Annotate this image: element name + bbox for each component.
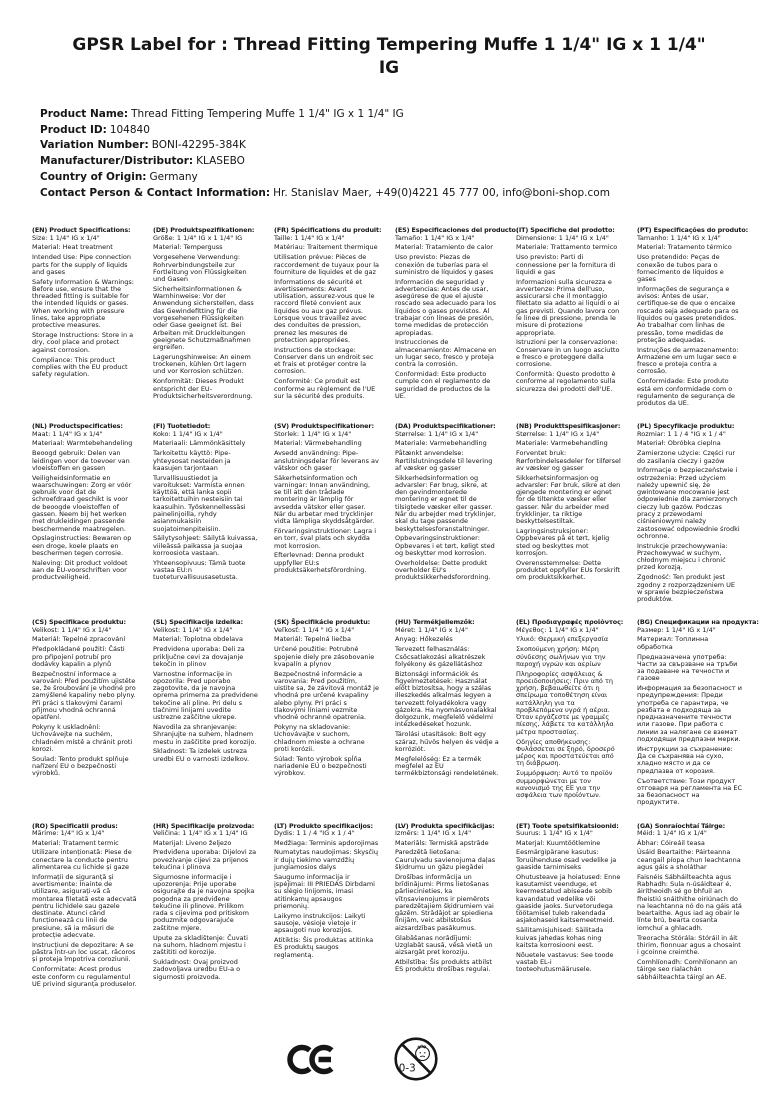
spec-paragraph: Utilizare intenționată: Piese de conectare la conducte pentru alimentarea cu lichide și gaze (32, 848, 132, 872)
spec-paragraph: Opslaginstructies: Bewaren op een droge, koele plaats en beschermen tegen corrosie. (32, 534, 132, 557)
spec-paragraph: Dydis: 1 1 / 4 "IG x 1 / 4" (274, 828, 355, 837)
spec-block-it (516, 227, 621, 392)
spec-paragraph: Conformitate: Acest produs este conform cu regulamentul UE privind siguranța produselor. (32, 965, 137, 988)
spec-paragraph: Съответствие: Този продукт отговаря на регламента на ЕС за безопасност на продуктите. (637, 776, 742, 807)
spec-paragraph: Инструкции за съхранение: Да се съхранява на сухо, хладно място и да се предпазва от корозия. (637, 744, 733, 775)
spec-paragraph: Οδηγίες αποθήκευσης: Φυλάσσεται σε ξηρό, δροσερό μέρος και προστατεύεται από τη διάβρωση. (516, 737, 615, 768)
product-info-row (40, 123, 738, 139)
spec-block-lv (395, 823, 500, 974)
spec-block-ga (637, 823, 742, 981)
spec-paragraph: Treoracha Stórála: Stóráil in áit thirim, fionnuar agus a chosaint i gcoinne creimthe. (637, 933, 741, 957)
product-info-row (40, 170, 738, 186)
spec-paragraph: Yhteensopivuus: Tämä tuote vastaa EU:n tuoteturvallisuusasetusta. (153, 558, 246, 582)
spec-paragraph: Ohutusteave ja hoiatused: Enne kasutamist veenduge, et keermestatud abiseade sobib kavandatud vedelike või gaaside jaoks. Survetorudega töötamisel tuleb rakendada asjakohaseid kaitsemeetmeid. (516, 872, 621, 925)
spec-paragraph: Πληροφορίες ασφάλειας & προειδοποιήσεις: Πριν από τη χρήση, βεβαιωθείτε ότι η σπείρωμα τοποθέτηση είναι κατάλληλη για τα προβλεπόμενα υγρά ή αέρια. Όταν εργάζεστε με γραμμές πίεσης, λάβετε τα κατάλληλα μέτρα προστασίας. (516, 669, 614, 736)
spec-paragraph: Predvidena uporaba: Deli za priključne cevi za dovajanje tekočin in plinov (153, 645, 245, 668)
spec-block-heading: (EN) Product Specifications: (32, 226, 131, 235)
product-info (40, 107, 738, 202)
spec-paragraph: Storlek: 1 1/4" IG x 1/4" (274, 429, 352, 438)
spec-paragraph: Størrelse: 1 1/4" IG x 1/4" (395, 429, 479, 438)
spec-paragraph: Naleving: Dit product voldoet aan de EU-voorschriften voor productveiligheid. (32, 558, 128, 582)
spec-block-heading: (GA) Sonraíochtaí Táirge: (637, 821, 726, 830)
spec-paragraph: Μέγεθος: 1 1/4" IG x 1/4" (516, 625, 599, 634)
spec-paragraph: Material: Tratament termic (32, 838, 119, 847)
spec-paragraph: Предназначена употреба: Части за свързване на тръби за подаване на течности и газове (637, 652, 738, 683)
spec-block-heading: (SK) Špecifikácie produktu: (274, 618, 371, 627)
spec-block-heading: (SL) Specifikacije izdelka: (153, 618, 243, 627)
spec-paragraph: Avsedd användning: Pipe-anslutningsdelar för leverans av vätskor och gaser (274, 449, 379, 472)
spec-block-hr (153, 823, 258, 981)
spec-paragraph: Instructions de stockage: Conserver dans un endroit sec et frais et protéger contre la corrosion. (274, 345, 374, 376)
spec-paragraph: Velikost: 1 1/4" IG x 1/4" (32, 625, 112, 634)
spec-paragraph: Materiaal: Warmtebehandeling (32, 439, 133, 448)
product-info-row (40, 138, 738, 154)
spec-paragraph: Υλικό: Θερμική επεξεργασία (516, 635, 609, 644)
spec-paragraph: Súlad: Tento výrobok spĺňa nariadenie EÚ o bezpečnosti výrobkov. (274, 754, 367, 778)
spec-paragraph: Συμμόρφωση: Αυτό το προϊόν συμμορφώνεται με τον κανονισμό της ΕΕ για την ασφάλεια των προϊόντων. (516, 769, 613, 800)
footer-symbols (287, 1036, 439, 1082)
spec-paragraph: Overensstemmelse: Dette produktet oppfyller EUs forskrift om produktsikkerhet. (516, 558, 621, 582)
spec-paragraph: Suurus: 1 1/4" IG x 1/4" (516, 828, 593, 837)
spec-paragraph: Информация за безопасност и предупреждения: Преди употреба се гарантира, че резбата е подходяща за предназначените течности или газове. При работа с линии за налягане се вземат подходящи предпазни мерки. (637, 684, 742, 744)
spec-paragraph: Sigurnosne informacije i upozorenja: Prije uporabe osigurajte da je navojna spojka pogodna za predviđene tekućine ili plinove. Prilikom rada s cijevima pod pritiskom poduzmite odgovarajuće zaštitne mjere. (153, 872, 255, 932)
spec-paragraph: Información de seguridad y advertencias: Antes de usar, asegúrese de que el ajuste roscado sea adecuado para los líquidos o gases previstos. Al trabajar con líneas de presión, tome medidas de protección apropiadas. (395, 277, 497, 337)
spec-block-cs (32, 619, 137, 777)
spec-block-heading: (HU) Termékjellemzők: (395, 618, 475, 627)
spec-paragraph: Bezpečnostné informácie a varovania: Pred použitím, uistite sa, že závitová montáž je vhodná pre určené kvapaliny alebo plyny. Pri práci s tlakovými líniami vezmite vhodné ochranné opatrenia. (274, 669, 379, 722)
spec-paragraph: Materiāls: Termiskā apstrāde (395, 838, 489, 847)
spec-paragraph: Paredzētā lietošana: Cauruļvadu savienojuma daļas šķidrumu un gāzu piegādei (395, 848, 496, 872)
spec-paragraph: Materiale: Trattamento termico (516, 243, 618, 252)
spec-paragraph: Nõuetele vastavus: See toode vastab EL-i tooteohutusmäärusele. (516, 950, 614, 974)
product-info-label: Product ID: (40, 123, 107, 136)
spec-block-el (516, 618, 624, 800)
product-info-value: BONI-42295-384K (151, 139, 246, 152)
spec-block-heading: (NB) Produkttspesifikasjoner: (516, 422, 621, 431)
spec-paragraph: Instrucciones de almacenamiento: Almacene en un lugar seco, fresco y proteja contra la corrosión. (395, 338, 497, 369)
spec-paragraph: Informações de segurança e avisos: Antes de usar, certifique-se de que o encaixe roscado seja adequado para os líquidos ou gases pretendidos. Ao trabalhar com linhas de pressão, tome medidas de proteção adequadas. (637, 284, 739, 344)
spec-paragraph: Megfelelőség: Ez a termék megfelel az EU termékbiztonsági rendeletének. (395, 754, 499, 778)
spec-block-heading: (FR) Spécifications du produit: (274, 226, 382, 235)
spec-paragraph: Atbilstība: Šis produkts atbilst ES produktu drošības regulai. (395, 957, 492, 974)
spec-paragraph: Určené použitie: Potrubné spojenie diely pre zásobovanie kvapalín a plynov (274, 645, 375, 668)
spec-paragraph: Opbevaringsinstruktioner: Opbevares i et tørt, køligt sted og beskytter mod korrosion. (395, 534, 495, 557)
spec-block-heading: (HR) Specifikacije proizvoda: (153, 821, 255, 830)
spec-block-da (395, 423, 500, 581)
spec-paragraph: Faisnéis Sábháilteachta agus Rabhadh: Sula n-úsáidtear é, áirítheoidh sé go bhfuil an fheistiú snáithithe oiriúnach do na leachtanna nó do na gáis atá beartaithe. Agus iad ag obair le línte brú, bearta cosanta iomchuí a ghlacadh. (637, 872, 742, 932)
spec-paragraph: Koko: 1 1/4" IG x 1/4" (153, 429, 223, 438)
spec-paragraph: Beoogd gebruik: Delen van leidingen voor de toevoer van vloeistoffen en gassen (32, 449, 130, 472)
spec-paragraph: Rozmiar: 1 1 / 4 "IG x 1 / 4" (637, 429, 726, 438)
spec-block-heading: (NL) Productspecificaties: (32, 422, 123, 431)
spec-paragraph: Instrukcje przechowywania: Przechowywać w suchym, chłodnym miejscu i chronić przed korozją. (637, 541, 728, 572)
spec-grid (32, 227, 758, 988)
spec-block-heading: (SV) Produktspecifikationer: (274, 422, 374, 431)
spec-paragraph: Materiál: Tepelná liečba (274, 635, 351, 644)
spec-paragraph: Material: Heat treatment (32, 243, 113, 252)
product-info-value: Hr. Stanislav Maer, +49(0)4221 45 777 00, info@boni-shop.com (273, 186, 610, 199)
spec-paragraph: Atitiktis: Šis produktas atitinka ES produktų saugos reglamentą. (274, 936, 374, 959)
spec-paragraph: Saugumo informacija ir įspėjimai: III PRIEDAS Dirbdami su slėgio linijomis, imasi atitinkamų apsaugos priemonių. (274, 872, 375, 910)
spec-paragraph: Istruzioni per la conservazione: Conservare in un luogo asciutto e fresco e proteggere dalla corrosione. (516, 338, 620, 369)
spec-paragraph: Sikkerhedsinformation og advarsler: Før brug, sikre, at den gevindmonterede montering er egnet til de tilsigtede væsker eller gasser. Når du arbejder med tryklinjer, skal du tage passende beskyttelsesforanstaltninger. (395, 473, 496, 533)
product-info-label: Contact Person & Contact Information: (40, 186, 271, 199)
spec-block-hu (395, 619, 500, 777)
spec-paragraph: Soulad: Tento produkt splňuje nařízení EU o bezpečnosti výrobků. (32, 754, 129, 778)
spec-paragraph: Skladnost: Ta izdelek ustreza uredbi EU o varnosti izdelkov. (153, 747, 250, 763)
spec-paragraph: Comhlíonadh: Comhlíonann an táirge seo rialachán sábháilteachta táirgí an AE. (637, 957, 738, 981)
spec-paragraph: Lagringsinstruksjoner: Oppbevares på et tørt, kjølig sted og beskyttes mot korrosjon. (516, 527, 610, 557)
spec-paragraph: Informacje o bezpieczeństwie i ostrzeżenia: Przed użyciem należy upewnić się, że gwintowane mocowanie jest odpowiednie dla zamierzonych cieczy lub gazów. Podczas pracy z przewodami ciśnieniowymi należy zastosować odpowiednie środki ochronne. (637, 466, 740, 540)
age-warning-label: 0-3 (398, 1062, 416, 1075)
spec-block-heading: (EL) Προδιαγραφές προϊόντος: (516, 618, 624, 627)
spec-block-heading: (RO) Specificatii produs: (32, 821, 118, 830)
spec-paragraph: Conformité: Ce produit est conforme au règlement de l'UE sur la sécurité des produits. (274, 377, 376, 400)
spec-paragraph: Mărime: 1/4" IG x 1/4" (32, 828, 105, 837)
spec-paragraph: Utilisation prévue: Pièces de raccordement de tuyaux pour la fourniture de liquides et de gaz (274, 253, 379, 276)
spec-block-heading: (CS) Specifikace produktu: (32, 618, 126, 627)
spec-paragraph: Matériau: Traitement thermique (274, 243, 378, 252)
spec-paragraph: Materiał: Obróbka cieplna (637, 439, 721, 448)
spec-paragraph: Veiligheidsinformatie en waarschuwingen: Zorg er vóór gebruik voor dat de schroefdraad geschikt is voor de beoogde vloeistoffen of gassen. Neem bij het werken met drukleidingen passende beschermende maatregelen. (32, 473, 132, 533)
spec-block-es (395, 226, 519, 400)
spec-paragraph: Tarkoitettu käyttö: Pipe-yhteysosat nesteiden ja kaasujen tarjontaan (153, 449, 231, 472)
spec-paragraph: Laikymo instrukcijos: Laikyti sausoje, vėsioje vietoje ir apsaugoti nuo korozijos. (274, 911, 366, 935)
spec-paragraph: Informații de siguranță și avertismente: Înainte de utilizare, asigurați-vă că montarea filetată este adecvată pentru lichidele sau gazele destinate. Atunci când funcționează cu linii de presiune, să ia măsuri de protecție adecvate. (32, 872, 137, 939)
spec-paragraph: Méret: 1 1/4" IG x 1/4" (395, 625, 469, 634)
spec-block-heading: (LT) Produkto specifikacijos: (274, 821, 373, 830)
spec-paragraph: Pokyny k uskladnění: Uchovávejte na suchém, chladném místě a chránit proti korozi. (32, 723, 133, 753)
spec-block-nb (516, 423, 621, 581)
spec-paragraph: Turvallisuustiedot ja varoitukset: Varmista ennen käyttöä, että lanka sopii tarkoitettuihin nesteisiin tai kaasuihin. Työskennellessäsi painelinjoilla, ryhdy asianmukaisiin suojatoimenpiteisiin. (153, 473, 246, 533)
spec-paragraph: Instruções de armazenamento: Armazene em um lugar seco e fresco e proteja contra a corrosão. (637, 345, 739, 376)
spec-paragraph: Material: Tratamiento de calor (395, 243, 493, 252)
spec-block-ro (32, 823, 137, 988)
spec-block-sk (274, 619, 379, 777)
spec-paragraph: Materijal: Liveno željezo (153, 838, 232, 847)
spec-paragraph: Safety Information & Warnings: Before use, ensure that the threaded fitting is suitable for the intended liquids or gases. When working with pressure lines, take appropriate protective measures. (32, 277, 134, 330)
spec-paragraph: Pokyny na skladovanie: Uchovávajte v suchom, chladnom mieste a ochrane proti korózii. (274, 723, 365, 753)
spec-paragraph: Overholdelse: Dette produkt overholder EU's produktsikkerhedsforordning. (395, 558, 491, 582)
product-info-label: Country of Origin: (40, 170, 147, 183)
spec-paragraph: Sicherheitsinformationen & Warnhinweise: Vor der Anwendung sicherstellen, dass das Gewindefitting für die vorgesehenen Flüssigkeiten oder Gase geeignet ist. Bei Arbeiten mit Druckleitungen geeignete Schutzmaßnahmen ergreifen. (153, 284, 254, 352)
product-info-row (40, 154, 738, 170)
spec-paragraph: Size: 1 1/4" IG x 1/4" (32, 233, 100, 242)
spec-paragraph: Materjal: Kuumtöötlemine (516, 838, 601, 847)
spec-paragraph: Zgodność: Ten produkt jest zgodny z rozporządzeniem UE w sprawie bezpieczeństwa produktów. (637, 573, 735, 604)
spec-paragraph: Forventet bruk: Rørforbindelsesdeler for tilførsel av væsker og gasser (516, 449, 621, 472)
spec-paragraph: Tamanho: 1 1/4" IG x 1/4" (637, 233, 721, 242)
spec-paragraph: Material: Temperguss (153, 243, 223, 252)
age-warning-0-3-icon (393, 1036, 439, 1082)
spec-block-pt (637, 226, 749, 408)
product-info-label: Manufacturer/Distributor: (40, 155, 194, 168)
spec-paragraph: Uso previsto: Parti di connessione per la fornitura di liquidi e gas (516, 253, 616, 276)
spec-paragraph: Tamaño: 1 1/4" IG x 1/4" (395, 233, 475, 242)
spec-block-et (516, 823, 621, 974)
spec-paragraph: Uso pretendido: Peças de conexão de tubos para o fornecimento de líquidos e gases (637, 253, 724, 284)
spec-paragraph: Bezpečnostní informace a varování: Před použitím ujistěte se, že šroubování je vhodné pro zamýšlené kapaliny nebo plyny. Při práci s tlakovými čarami přijmou vhodná ochranná opatření. (32, 669, 136, 722)
spec-paragraph: Vorgesehene Verwendung: Rohrverbindungsteile zur Fortleitung von Flüssigkeiten und Gasen (153, 253, 247, 284)
spec-block-pl (637, 423, 742, 603)
spec-paragraph: Påtænkt anvendelse: Rørtilslutningsdele til levering af væsker og gasser (395, 449, 493, 472)
page-title: GPSR Label for : Thread Fitting Tempering Muffe 1 1/4" IG x 1 1/4" IG (72, 35, 706, 78)
spec-paragraph: Velikost: 1 1/4" IG x 1/4" (153, 625, 233, 634)
spec-block-lt (274, 823, 379, 959)
spec-paragraph: Informations de sécurité et avertissements: Avant utilisation, assurez-vous que le raccord fileté convient aux liquides ou aux gaz prévus. Lorsque vous travaillez avec des conduites de pression, prenez les mesures de protection appropriées. (274, 277, 375, 344)
spec-paragraph: Izmērs: 1 1/4" IG x 1/4" (395, 828, 472, 837)
spec-paragraph: Taille: 1 1/4" IG x 1/4" (274, 233, 345, 242)
spec-block-heading: (PL) Specyfikacje produktu: (637, 422, 735, 431)
spec-paragraph: Material: Toplotna obdelava (153, 635, 243, 644)
spec-block-sl (153, 619, 258, 763)
spec-paragraph: Informazioni sulla sicurezza e avvertenze: Prima dell'uso, assicurarsi che il montaggio filettato sia adatto ai liquidi o ai gas previsti. Quando lavora con le linee di pressione, prenda le misure di protezione appropriate. (516, 277, 620, 337)
spec-paragraph: Konformität: Dieses Produkt entspricht der EU-Produktsicherheitsverordnung. (153, 377, 253, 400)
spec-block-heading: (IT) Specifiche del prodotto: (516, 226, 615, 235)
spec-paragraph: Sikkerhetsinformasjon og advarsler: Før bruk, sikre at den gjengede montering er egnet for de tiltenkte væsker eller gasser. Når du arbeider med trykklinjer, ta riktige beskyttelsestiltak. (516, 473, 621, 526)
spec-paragraph: Veľkosť: 1 1/4 " IG x 1/4" (274, 625, 355, 634)
spec-paragraph: Conformità: Questo prodotto è conforme al regolamento sulla sicurezza dei prodotti dell'UE. (516, 370, 616, 393)
spec-paragraph: Drošības informācija un brīdinājumi: Pirms lietošanas pārliecinieties, ka vītņsavienojums ir piemērots paredzētajiem šķidrumiem vai gāzēm. Strādājot ar spiediena līnijām, veic atbilstošus aizsardzības pasākumus. (395, 872, 494, 932)
spec-paragraph: Material: Tratamento térmico (637, 243, 732, 252)
spec-paragraph: Upute za skladištenje: Čuvati na suhom, hladnom mjestu i zaštititi od korozije. (153, 933, 248, 957)
spec-block-heading: (PT) Especificações do produto: (637, 226, 749, 235)
spec-block-heading: (ES) Especificaciones del producto: (395, 226, 519, 235)
spec-paragraph: Förvaringsinstruktioner: Lagra i en torr, sval plats och skydda mot korrosion. (274, 527, 377, 550)
spec-paragraph: Dimensione: 1 1/4" IG x 1/4" (516, 233, 609, 242)
spec-block-heading: (ET) Toote spetsifikatsioonid: (516, 821, 619, 830)
spec-paragraph: Předpokládané použití: Části pro připojení potrubí pro dodávky kapalin a plynů (32, 645, 125, 668)
spec-block-heading: (LV) Produkta specifikācijas: (395, 821, 495, 830)
spec-paragraph: Størrelse: 1 1/4" IG x 1/4" (516, 429, 600, 438)
spec-paragraph: Säilytysohjeet: Säilytä kuivassa, viileässä paikassa ja suojaa korroosiota vastaan. (153, 534, 258, 557)
spec-paragraph: Compliance: This product complies with the EU product safety regulation. (32, 355, 128, 379)
product-info-label: Variation Number: (40, 139, 149, 152)
ce-mark-icon (287, 1039, 339, 1080)
spec-paragraph: Ábhar: Cóireáil teasa (637, 838, 705, 847)
spec-paragraph: Materiale: Varmebehandling (395, 439, 487, 448)
spec-block-fr (274, 226, 382, 400)
spec-paragraph: Instrucțiuni de depozitare: A se păstra într-un loc uscat, răcoros și proteja împotriva coroziunii. (32, 940, 136, 964)
product-info-row (40, 186, 738, 202)
spec-paragraph: Numatytas naudojimas: Skysčių ir dujų tiekimo vamzdžių jungiamosios dalys (274, 848, 378, 872)
spec-paragraph: Navodila za shranjevanje: Shranjujte na suhem, hladnem mestu in zaščitite pred korozijo. (153, 723, 257, 746)
product-info-row (40, 107, 738, 123)
spec-paragraph: Materiale: Varmebehandling (516, 439, 608, 448)
spec-paragraph: Varnostne informacije in opozorila: Pred uporabo zagotovite, da je navojna oprema primerna za predvidene tekočine ali pline. Pri delu s tlačnimi linijami uvedite ustrezne zaščitne ukrepe. (153, 669, 258, 722)
spec-paragraph: Eesmärgipärane kasutus: Toruühenduse osad vedelike ja gaaside tarnimiseks (516, 848, 617, 872)
spec-paragraph: Medžiaga: Terminis apdorojimas (274, 838, 379, 847)
spec-paragraph: Zamierzone użycie: Części rur do zasilania cieczy i gazów (637, 449, 736, 465)
product-info-value: KLASEBO (196, 155, 245, 168)
spec-paragraph: Tárolási utasítások: Bolt egy száraz, hűvös helyen és védje a korróziót. (395, 730, 499, 753)
spec-block-heading: (FI) Tuotetiedot: (153, 422, 211, 431)
spec-paragraph: Σκοπούμενη χρήση: Μέρη σύνδεσης σωλήνων για την παροχή υγρών και αερίων (516, 645, 606, 668)
spec-paragraph: Conformidade: Este produto está em conformidade com o regulamento de segurança de produtos da UE. (637, 377, 735, 408)
spec-paragraph: Materiaali: Lämmönkäsittely (153, 439, 246, 448)
spec-paragraph: Lagerungshinweise: An einem trockenen, kühlen Ort lagern und vor Korrosion schützen. (153, 352, 251, 376)
spec-paragraph: Anyag: Hőkezelés (395, 635, 453, 644)
spec-paragraph: Glabāšanas norādījumi: Uzglabāt sausā, vēsā vietā un aizsargāt pret koroziju. (395, 933, 493, 957)
spec-block-fi (153, 423, 258, 581)
spec-paragraph: Efterlevnad: Denna produkt uppfyller EU:s produktsäkerhetsförordning. (274, 551, 367, 575)
spec-paragraph: Intended Use: Pipe connection parts for the supply of liquids and gases (32, 253, 132, 276)
spec-paragraph: Материал: Топлинна обработка (637, 635, 709, 651)
spec-paragraph: Predviđena uporaba: Dijelovi za povezivanje cijevi za prijenos tekućina i plinova (153, 848, 257, 872)
spec-paragraph: Material: Värmebehandling (274, 439, 362, 448)
product-info-value: Germany (149, 170, 198, 183)
spec-paragraph: Veličina: 1 1/4" IG x 1 1/4" IG (153, 828, 248, 837)
spec-block-en (32, 227, 137, 378)
spec-block-sv (274, 423, 379, 574)
spec-paragraph: Úsáid Beartaithe: Páirteanna ceangail píopa chun leachtanna agus gáis a sholáthar (637, 848, 741, 872)
product-info-value: 104840 (109, 123, 150, 136)
spec-paragraph: Maat: 1 1/4" IG x 1/4" (32, 429, 103, 438)
spec-block-bg (637, 618, 759, 807)
spec-block-nl (32, 423, 137, 581)
spec-block-de (153, 227, 258, 400)
spec-block-heading: (DA) Produktspecifikationer: (395, 422, 496, 431)
spec-paragraph: Tervezett felhasználás: Csőcsatlakozási alkatrészek folyékony és gázellátáshoz (395, 645, 486, 668)
spec-paragraph: Säilitamisjuhised: Säilitada kuivas jahedas kohas ning kaitsta korrosiooni eest. (516, 926, 604, 949)
spec-paragraph: Größe: 1 1/4" IG x 1 1/4" IG (153, 233, 243, 242)
spec-paragraph: Säkerhetsinformation och varningar: Innan användning, se till att den trådade montering är lämplig för avsedda vätskor eller gaser. När du arbetar med trycklinjer vidta lämpliga skyddsåtgärder. (274, 473, 375, 526)
spec-paragraph: Storage Instructions: Store in a dry, cool place and protect against corrosion. (32, 331, 134, 354)
spec-block-heading: (DE) Produktspezifikationen: (153, 226, 255, 235)
product-info-value: Thread Fitting Tempering Muffe 1 1/4" IG x 1 1/4" IG (131, 107, 404, 120)
spec-paragraph: Sukladnost: Ovaj proizvod zadovoljava uredbu EU-a o sigurnosti proizvoda. (153, 957, 241, 981)
spec-paragraph: Biztonsági információk és figyelmeztetések: Használat előtt biztosítsa, hogy a szálas illeszkedés alkalmas legyen a tervezett folyadékokra vagy gázokra. Ha nyomásvonalakkal dolgozunk, megfelelő védelmi intézkedéseket hozunk. (395, 669, 497, 729)
spec-paragraph: Uso previsto: Piezas de conexión de tuberías para el suministro de líquidos y gases (395, 253, 494, 276)
spec-paragraph: Méid: 1 1/4" IG x 1/4" (637, 828, 707, 837)
spec-paragraph: Materiál: Tepelné zpracování (32, 635, 126, 644)
product-info-label: Product Name: (40, 107, 129, 120)
spec-paragraph: Conformidad: Este producto cumple con el reglamento de seguridad de productos de la UE. (395, 370, 491, 400)
spec-block-heading: (BG) Спецификации на продукта: (637, 618, 759, 627)
spec-paragraph: Размер: 1 1/4" IG x 1/4" (637, 625, 716, 634)
